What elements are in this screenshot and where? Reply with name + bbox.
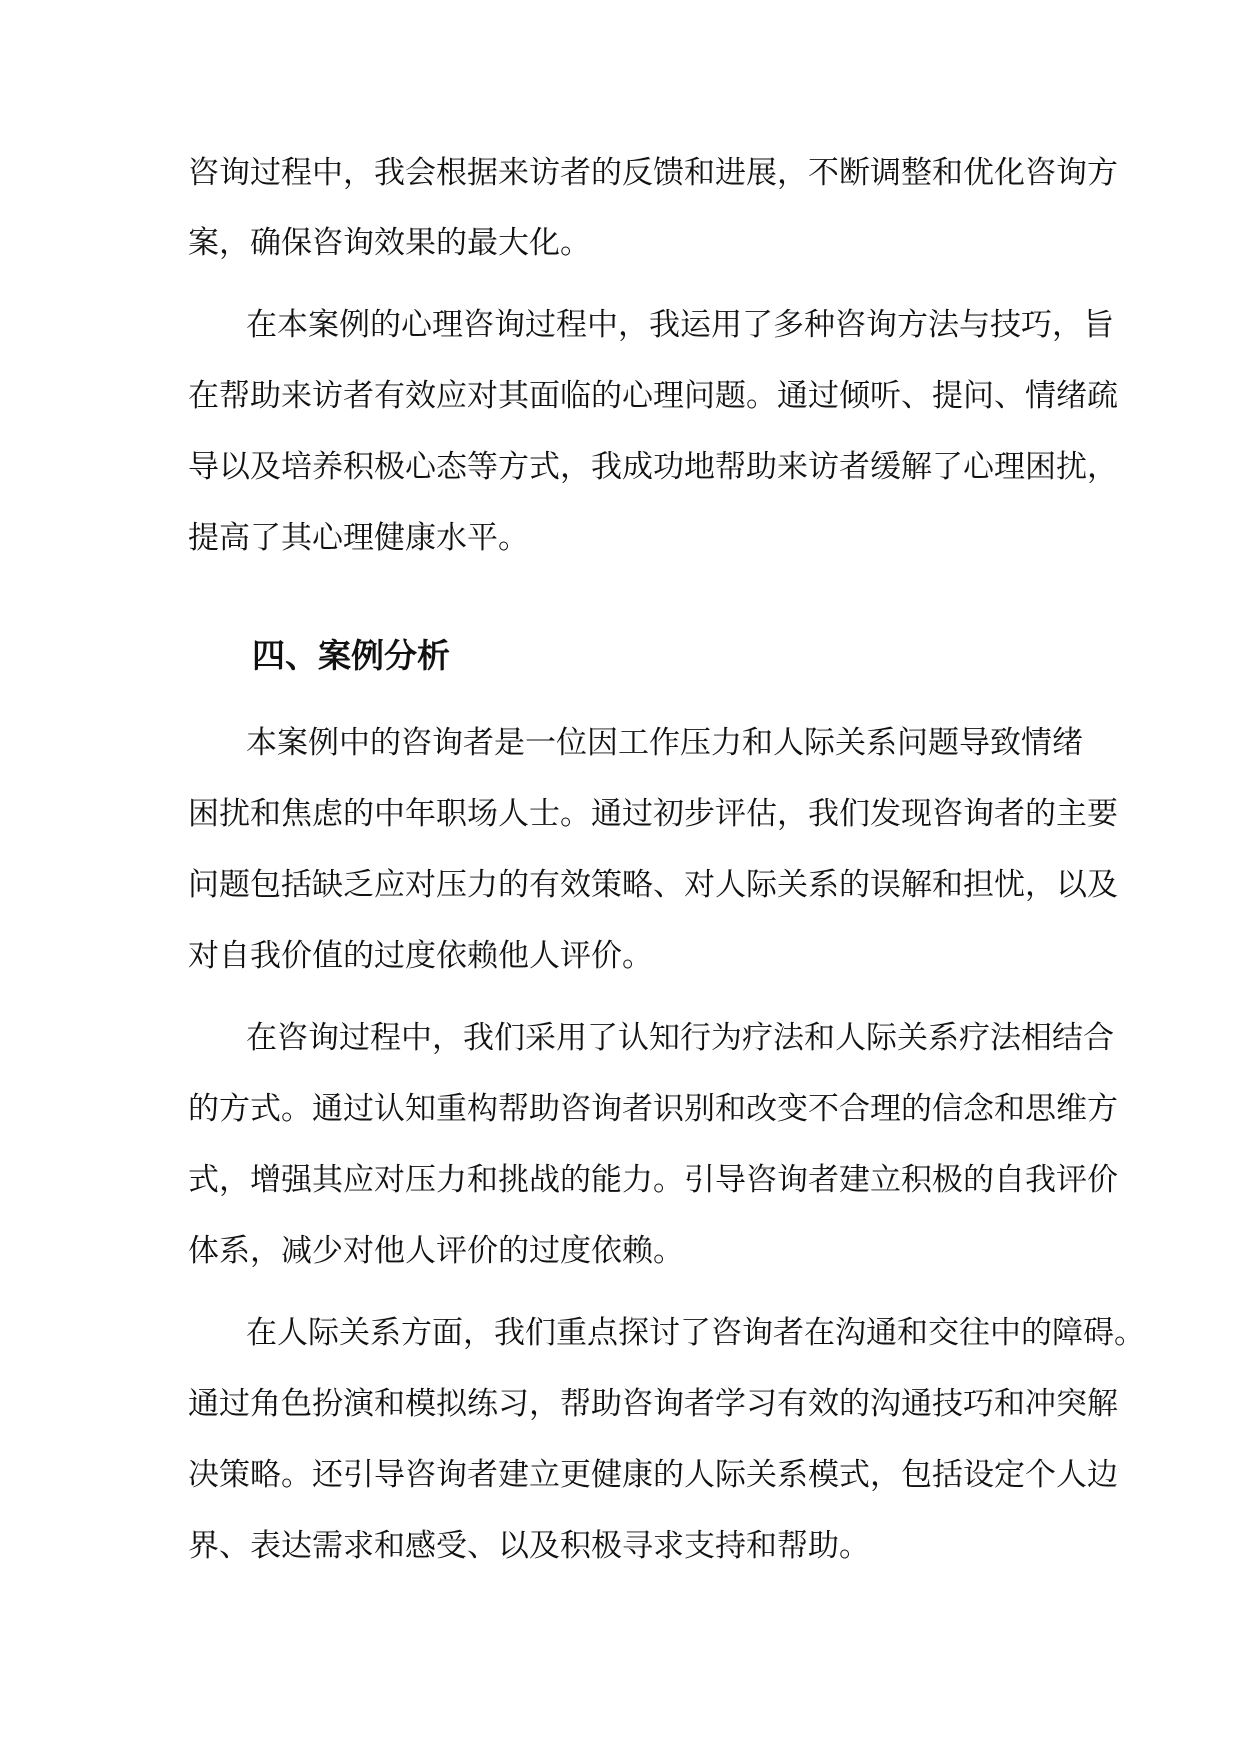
paragraph-1-line-1: 咨询过程中，我会根据来访者的反馈和进展，不断调整和优化咨询方 bbox=[188, 155, 1118, 191]
paragraph-3-line-3: 问题包括缺乏应对压力的有效策略、对人际关系的误解和担忧，以及 bbox=[188, 867, 1118, 903]
paragraph-2-line-2: 在帮助来访者有效应对其面临的心理问题。通过倾听、提问、情绪疏 bbox=[188, 378, 1118, 414]
paragraph-2-line-1: 在本案例的心理咨询过程中，我运用了多种咨询方法与技巧，旨 bbox=[246, 307, 1114, 343]
paragraph-2-line-3: 导以及培养积极心态等方式，我成功地帮助来访者缓解了心理困扰， bbox=[188, 449, 1118, 485]
paragraph-5-line-4: 界、表达需求和感受、以及积极寻求支持和帮助。 bbox=[188, 1528, 870, 1564]
paragraph-5-line-1: 在人际关系方面，我们重点探讨了咨询者在沟通和交往中的障碍。 bbox=[246, 1315, 1145, 1351]
paragraph-5-line-3: 决策略。还引导咨询者建立更健康的人际关系模式，包括设定个人边 bbox=[188, 1457, 1118, 1493]
paragraph-4-line-2: 的方式。通过认知重构帮助咨询者识别和改变不合理的信念和思维方 bbox=[188, 1091, 1118, 1127]
section-heading: 四、案例分析 bbox=[252, 636, 450, 675]
paragraph-3-line-1: 本案例中的咨询者是一位因工作压力和人际关系问题导致情绪 bbox=[246, 725, 1083, 761]
paragraph-4-line-1: 在咨询过程中，我们采用了认知行为疗法和人际关系疗法相结合 bbox=[246, 1020, 1114, 1056]
body-text bbox=[188, 0, 1145, 1754]
paragraph-1-line-2: 案，确保咨询效果的最大化。 bbox=[188, 225, 591, 261]
paragraph-4-line-3: 式，增强其应对压力和挑战的能力。引导咨询者建立积极的自我评价 bbox=[188, 1162, 1118, 1198]
paragraph-3-line-4: 对自我价值的过度依赖他人评价。 bbox=[188, 938, 653, 974]
paragraph-4-line-4: 体系，减少对他人评价的过度依赖。 bbox=[188, 1233, 684, 1269]
paragraph-3-line-2: 困扰和焦虑的中年职场人士。通过初步评估，我们发现咨询者的主要 bbox=[188, 796, 1118, 832]
paragraph-5-line-2: 通过角色扮演和模拟练习，帮助咨询者学习有效的沟通技巧和冲突解 bbox=[188, 1386, 1118, 1422]
paragraph-2-line-4: 提高了其心理健康水平。 bbox=[188, 520, 529, 556]
